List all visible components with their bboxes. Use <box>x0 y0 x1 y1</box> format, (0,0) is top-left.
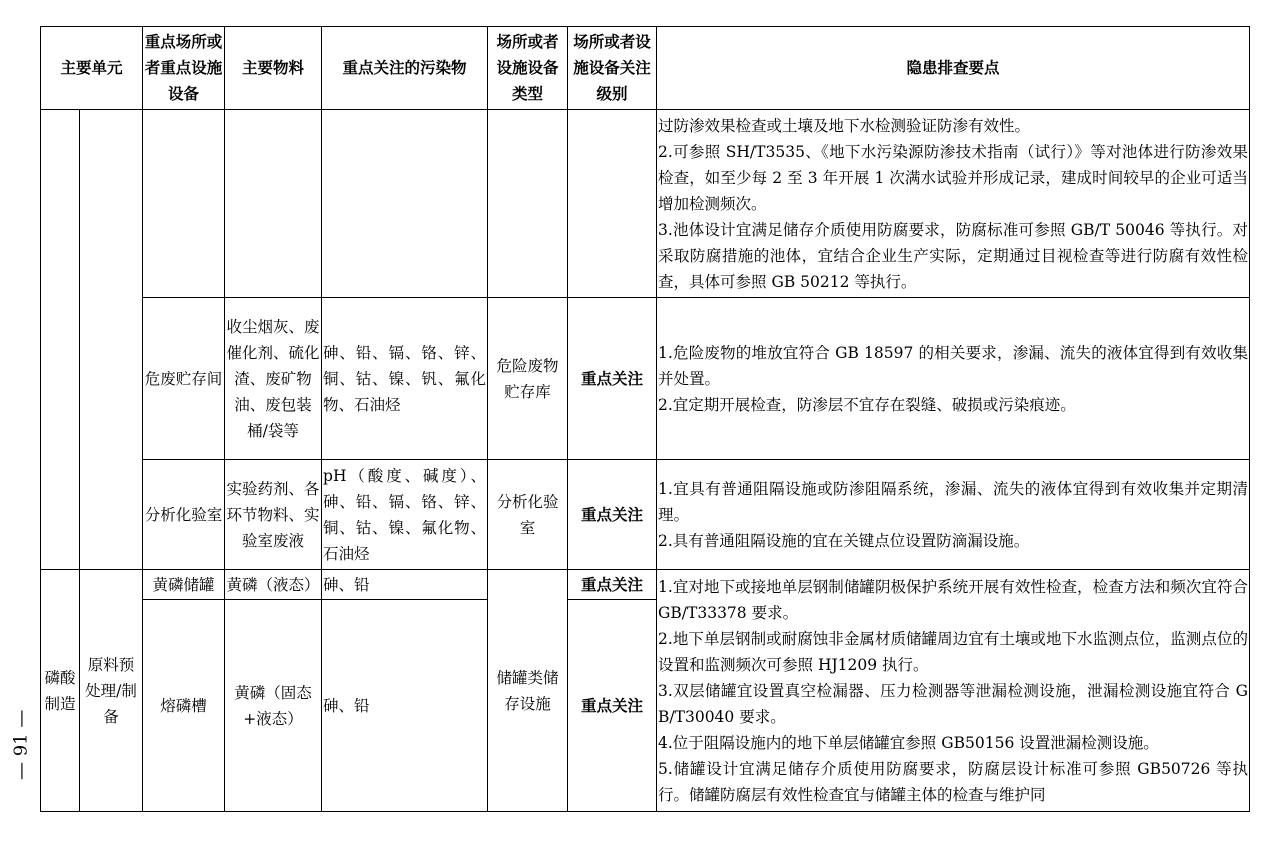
material-cell: 黄磷（液态） <box>225 570 322 600</box>
material-cell <box>225 110 322 298</box>
point-item: 1.危险废物的堆放宜符合 GB 18597 的相关要求，渗漏、流失的液体宜得到有效收集并处置。 <box>658 343 1249 388</box>
page-number: — 91 — <box>10 709 32 781</box>
pollutant-cell: 砷、铅 <box>322 600 488 812</box>
header-facility: 重点场所或者重点设施设备 <box>143 27 225 110</box>
pollutant-cell: pH（酸度、碱度）、砷、铅、镉、铬、锌、铜、钴、镍、氟化物、石油烃 <box>322 460 488 570</box>
material-cell: 黄磷（固态+液态） <box>225 600 322 812</box>
facility-cell: 危废贮存间 <box>143 298 225 460</box>
level-cell: 重点关注 <box>568 460 657 570</box>
unit-cell: 磷酸制造 <box>41 570 80 812</box>
facility-cell: 熔磷槽 <box>143 600 225 812</box>
header-material: 主要物料 <box>225 27 322 110</box>
level-cell: 重点关注 <box>568 570 657 600</box>
point-item: 2.具有普通阻隔设施的宜在关键点位设置防滴漏设施。 <box>658 531 1030 550</box>
material-cell: 收尘烟灰、废催化剂、硫化渣、废矿物油、废包装桶/袋等 <box>225 298 322 460</box>
header-row <box>41 27 1250 110</box>
level-cell <box>568 110 657 298</box>
pollutant-cell <box>322 110 488 298</box>
hazard-inspection-table <box>40 26 1250 812</box>
point-item: 3.池体设计宜满足储存介质使用防腐要求，防腐标准可参照 GB/T 50046 等执行。对采取防腐措施的池体，宜结合企业生产实际，定期通过目视检查等进行防腐有效性检查，具体可参照 GB 50212 等执行。 <box>658 220 1249 291</box>
point-item: 2.地下单层钢制或耐腐蚀非金属材质储罐周边宜有土壤或地下水监测点位，监测点位的设置和监测频次可参照 HJ1209 执行。 <box>658 629 1249 674</box>
points-cell <box>657 570 1250 812</box>
point-item: 1.宜具有普通阻隔设施或防渗阻隔系统，渗漏、流失的液体宜得到有效收集并定期清理。 <box>658 479 1249 524</box>
point-item: 3.双层储罐宜设置真空检漏器、压力检测器等泄漏检测设施，泄漏检测设施宜符合 GB/T30040 要求。 <box>658 681 1249 726</box>
header-unit: 主要单元 <box>41 27 143 110</box>
level-cell: 重点关注 <box>568 298 657 460</box>
point-item: 1.宜对地下或接地单层钢制储罐阴极保护系统开展有效性检查，检查方法和频次宜符合 GB/T33378 要求。 <box>658 577 1249 622</box>
pollutant-cell: 砷、铅、镉、铬、锌、铜、钴、镍、钒、氟化物、石油烃 <box>322 298 488 460</box>
header-level: 场所或者设施设备关注级别 <box>568 27 657 110</box>
table-row <box>41 110 1250 298</box>
unit-cell-prev <box>41 110 80 570</box>
type-cell: 危险废物贮存库 <box>488 298 568 460</box>
facility-cell: 黄磷储罐 <box>143 570 225 600</box>
header-pollutant: 重点关注的污染物 <box>322 27 488 110</box>
facility-cell <box>143 110 225 298</box>
point-item: 2.可参照 SH/T3535、《地下水污染源防渗技术指南（试行）》等对池体进行防渗效果检查，如至少每 2 至 3 年开展 1 次满水试验并形成记录，建成时间较早的企业可适当增加检测频次。 <box>658 142 1249 213</box>
table-row <box>41 570 1250 600</box>
subunit-cell: 原料预处理/制备 <box>80 570 143 812</box>
facility-cell: 分析化验室 <box>143 460 225 570</box>
header-type: 场所或者设施设备类型 <box>488 27 568 110</box>
table-row <box>41 460 1250 570</box>
points-cell <box>657 460 1250 570</box>
point-item: 过防渗效果检查或土壤及地下水检测验证防渗有效性。 <box>658 116 1031 135</box>
point-item: 2.宜定期开展检查，防渗层不宜存在裂缝、破损或污染痕迹。 <box>658 395 1076 414</box>
point-item: 4.位于阻隔设施内的地下单层储罐宜参照 GB50156 设置泄漏检测设施。 <box>658 733 1159 752</box>
material-cell: 实验药剂、各环节物料、实验室废液 <box>225 460 322 570</box>
type-cell: 分析化验室 <box>488 460 568 570</box>
subunit-cell-prev <box>80 110 143 570</box>
point-item: 5.储罐设计宜满足储存介质使用防腐要求，防腐层设计标准可参照 GB50726 等执行。储罐防腐层有效性检查宜与储罐主体的检查与维护同 <box>658 759 1249 804</box>
level-cell: 重点关注 <box>568 600 657 812</box>
points-cell <box>657 110 1250 298</box>
pollutant-cell: 砷、铅 <box>322 570 488 600</box>
table-row <box>41 298 1250 460</box>
header-points: 隐患排查要点 <box>657 27 1250 110</box>
type-cell <box>488 110 568 298</box>
type-cell: 储罐类储存设施 <box>488 570 568 812</box>
points-cell <box>657 298 1250 460</box>
